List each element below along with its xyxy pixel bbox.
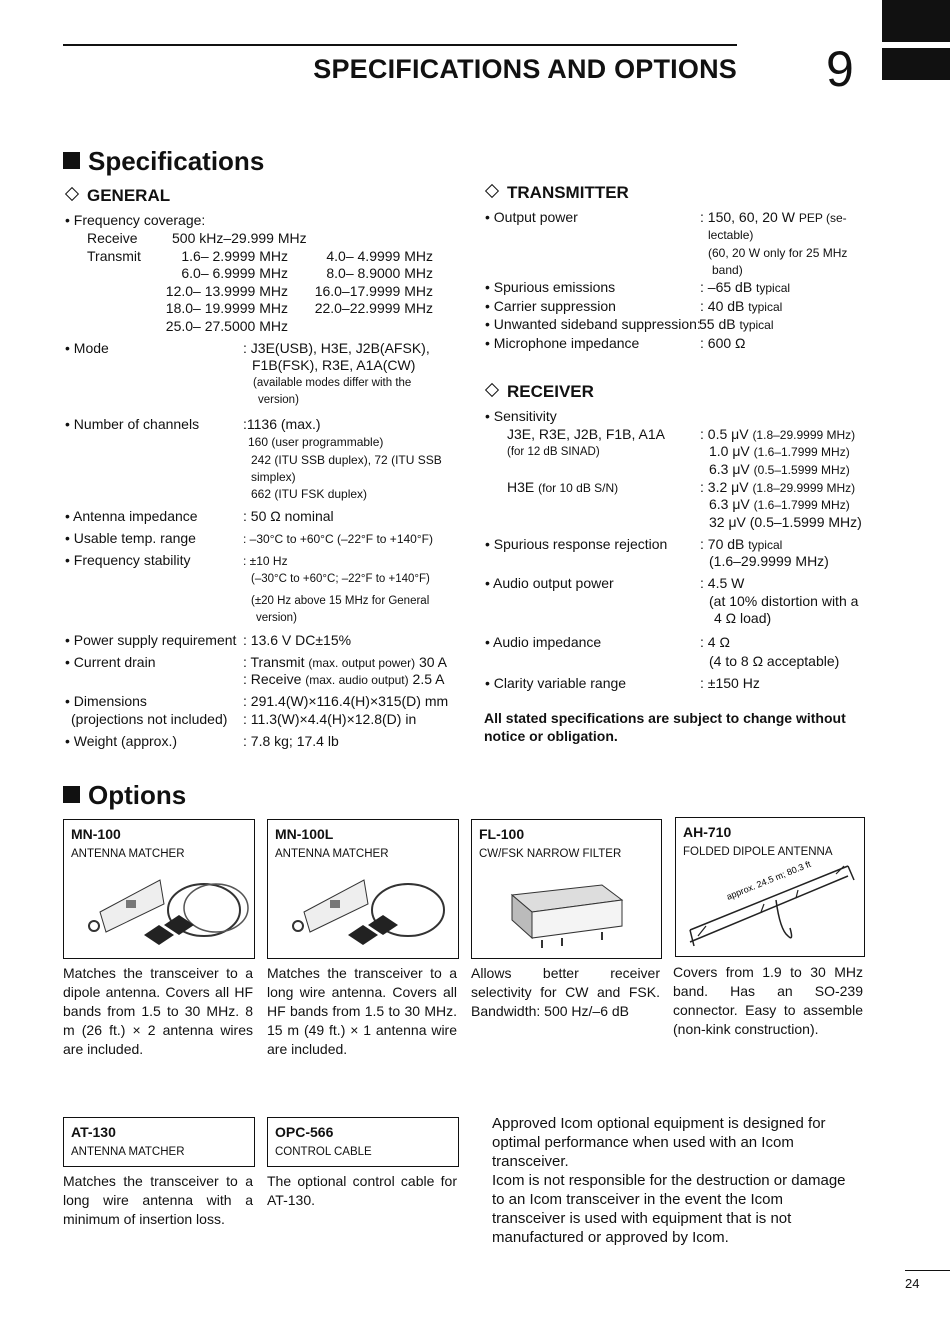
dimensions-value-mm: : 291.4(W)×116.4(H)×315(D) mm [243, 693, 449, 709]
transmit-range: 1.6– 2.9999 MHz [181, 248, 288, 264]
audio-impedance-value: : 4 Ω [700, 634, 730, 650]
option-type: CW/FSK NARROW FILTER [479, 848, 622, 860]
sensitivity-value: : 3.2 μV (1.8–29.9999 MHz) [700, 479, 856, 495]
output-power-note: (60, 20 W only for 25 MHz [708, 246, 848, 260]
option-model: AH-710 [683, 824, 732, 840]
sensitivity-value: 6.3 μV (0.5–1.5999 MHz) [709, 461, 850, 477]
temp-range-value: : –30°C to +60°C (–22°F to +140°F) [243, 532, 433, 546]
antenna-impedance-label: • Antenna impedance [65, 508, 198, 524]
sensitivity-value: 6.3 μV (1.6–1.7999 MHz) [709, 496, 850, 512]
option-description: Matches the transceiver to a dipole antenna. Covers all HF bands from 1.5 to 30 MHz. 8 m (26 ft.) × 2 antenna wires are included. [63, 965, 253, 1057]
option-type: ANTENNA MATCHER [71, 1146, 185, 1158]
option-description: Allows better receiver selectivity for CW and FSK. Bandwidth: 500 Hz/–6 dB [471, 965, 660, 1019]
dimensions-value-in: : 11.3(W)×4.4(H)×12.8(D) in [243, 711, 417, 727]
spurious-emissions-label: • Spurious emissions [485, 279, 616, 295]
mode-label: • Mode [65, 340, 109, 356]
antenna-length-label: approx. 24.5 m; 80.3 ft [725, 858, 813, 902]
stability-note: version) [256, 612, 297, 624]
spurious-rejection-label: • Spurious response rejection [485, 536, 668, 552]
page-number: 24 [905, 1276, 920, 1291]
freq-coverage-label: • Frequency coverage: [65, 212, 206, 228]
spurious-emissions-value: : –65 dB typical [700, 279, 791, 295]
audio-output-label: • Audio output power [485, 575, 614, 591]
antenna-matcher-image [268, 820, 458, 958]
chapter-tab-bottom [882, 48, 950, 80]
header-rule [63, 44, 737, 46]
diamond-icon [485, 184, 499, 198]
antenna-impedance-value: : 50 Ω nominal [243, 508, 334, 524]
options-heading: Options [63, 780, 186, 811]
sensitivity-value: 1.0 μV (1.6–1.7999 MHz) [709, 443, 850, 459]
transmit-range: 18.0– 19.9999 MHz [165, 300, 288, 316]
receive-value: 500 kHz–29.999 MHz [172, 230, 307, 246]
approval-text: Approved Icom optional equipment is designed for optimal performance when used with an Icom transceiver. [492, 1115, 826, 1170]
transmit-range: 25.0– 27.5000 MHz [165, 318, 288, 334]
channels-value: :1136 (max.) [243, 416, 321, 432]
power-supply-value: : 13.6 V DC±15% [243, 632, 352, 648]
diamond-icon [65, 187, 79, 201]
option-model: FL-100 [479, 826, 525, 842]
antenna-matcher-image [64, 820, 254, 958]
transmitter-heading: TRANSMITTER [483, 183, 629, 203]
transmit-range: 4.0– 4.9999 MHz [326, 248, 433, 264]
square-bullet-icon [63, 152, 80, 169]
liability-text: Icom is not responsible for the destruction or damage to an Icom transceiver in the event the Icom transceiver is used with equipment that is not manufactured or approved by Icom. [492, 1172, 846, 1246]
current-drain-label: • Current drain [65, 654, 156, 670]
general-heading: GENERAL [63, 186, 170, 206]
sensitivity-label: • Sensitivity [485, 408, 557, 424]
clarity-range-label: • Clarity variable range [485, 675, 627, 691]
channels-label: • Number of channels [65, 416, 200, 432]
channels-note: 662 (ITU FSK duplex) [251, 487, 368, 501]
transmit-range: 6.0– 6.9999 MHz [181, 265, 288, 281]
option-card-mn-100 [63, 819, 255, 959]
current-drain-receive: : Receive (max. audio output) 2.5 A [243, 671, 445, 687]
option-model: MN-100L [275, 826, 334, 842]
option-description: The optional control cable for AT-130. [267, 1173, 457, 1208]
dimensions-note: (projections not included) [71, 711, 228, 727]
option-card-fl-100 [471, 819, 662, 959]
audio-impedance-label: • Audio impedance [485, 634, 602, 650]
option-model: MN-100 [71, 826, 121, 842]
weight-value: : 7.8 kg; 17.4 lb [243, 733, 339, 749]
specifications-heading: Specifications [63, 146, 264, 177]
mode-value: F1B(FSK), R3E, A1A(CW) [252, 357, 416, 373]
stability-note: (±20 Hz above 15 MHz for General [251, 595, 430, 607]
option-model: OPC-566 [275, 1124, 334, 1140]
clarity-range-value: : ±150 Hz [700, 675, 760, 691]
option-type: ANTENNA MATCHER [275, 848, 389, 860]
sideband-suppression-value: 55 dB typical [699, 316, 774, 332]
option-model: AT-130 [71, 1124, 116, 1140]
chapter-tab-top [882, 0, 950, 42]
sensitivity-value: : 0.5 μV (1.8–29.9999 MHz) [700, 426, 856, 442]
option-type: FOLDED DIPOLE ANTENNA [683, 846, 833, 858]
spec-notice: All stated specifications are subject to change without [484, 710, 846, 726]
square-bullet-icon [63, 786, 80, 803]
channels-note: 242 (ITU SSB duplex), 72 (ITU SSB [251, 453, 442, 467]
mode-note: version) [258, 394, 299, 406]
mode-value: : J3E(USB), H3E, J2B(AFSK), [243, 340, 430, 356]
output-power-label: • Output power [485, 209, 578, 225]
power-supply-label: • Power supply requirement [65, 632, 237, 648]
stability-value: : ±10 Hz [243, 554, 288, 568]
channels-note: 160 (user programmable) [248, 435, 384, 449]
option-card-ah-710 [675, 817, 865, 957]
option-description: Matches the transceiver to a long wire antenna with a minimum of insertion loss. [63, 1173, 253, 1227]
weight-label: • Weight (approx.) [65, 733, 178, 749]
receive-label: Receive [87, 230, 138, 246]
option-description: Covers from 1.9 to 30 MHz band. Has an SO-239 connector. Easy to assemble (non-kink construction). [673, 964, 863, 1037]
option-description: Matches the transceiver to a long wire antenna. Covers all HF bands from 1.5 to 30 MHz. 15 m (49 ft.) × 1 antenna wire are included. [267, 965, 457, 1057]
option-type: CONTROL CABLE [275, 1146, 372, 1158]
sensitivity-modes: H3E (for 10 dB S/N) [507, 479, 619, 495]
option-card-at-130 [63, 1117, 255, 1167]
audio-output-note: 4 Ω load) [714, 610, 772, 626]
current-drain-transmit: : Transmit (max. output power) 30 A [243, 654, 447, 670]
filter-image [472, 820, 661, 958]
transmit-range: 16.0–17.9999 MHz [314, 283, 433, 299]
sideband-suppression-label: • Unwanted sideband suppression: [485, 316, 701, 332]
channels-note: simplex) [251, 470, 296, 484]
output-power-value: : 150, 60, 20 W PEP (se- [700, 209, 847, 225]
spurious-rejection-note: (1.6–29.9999 MHz) [709, 553, 829, 569]
sensitivity-modes: J3E, R3E, J2B, F1B, A1A [507, 426, 665, 442]
transmit-range: 8.0– 8.9000 MHz [326, 265, 433, 281]
transmit-label: Transmit [87, 248, 141, 264]
sensitivity-modes-note: (for 12 dB SINAD) [507, 446, 600, 458]
spurious-rejection-value: : 70 dB typical [700, 536, 783, 552]
mic-impedance-label: • Microphone impedance [485, 335, 640, 351]
sensitivity-value: 32 μV (0.5–1.5999 MHz) [709, 514, 862, 530]
receiver-heading: RECEIVER [483, 382, 594, 402]
transmit-range: 22.0–22.9999 MHz [314, 300, 433, 316]
temp-range-label: • Usable temp. range [65, 530, 196, 546]
option-card-opc-566 [267, 1117, 459, 1167]
mode-note: (available modes differ with the [253, 377, 412, 389]
audio-impedance-note: (4 to 8 Ω acceptable) [709, 653, 840, 669]
option-type: ANTENNA MATCHER [71, 848, 185, 860]
page-title: SPECIFICATIONS AND OPTIONS [313, 54, 737, 84]
audio-output-note: (at 10% distortion with a [709, 593, 859, 609]
option-card-mn-100l [267, 819, 459, 959]
mic-impedance-value: : 600 Ω [700, 335, 746, 351]
stability-label: • Frequency stability [65, 552, 191, 568]
stability-note: (–30°C to +60°C; –22°F to +140°F) [251, 573, 430, 585]
dipole-antenna-diagram [676, 818, 864, 956]
carrier-suppression-label: • Carrier suppression [485, 298, 616, 314]
dimensions-label: • Dimensions [65, 693, 147, 709]
transmit-range: 12.0– 13.9999 MHz [165, 283, 288, 299]
output-power-note: band) [712, 263, 743, 277]
output-power-note: lectable) [708, 228, 754, 242]
spec-notice: notice or obligation. [484, 728, 618, 744]
footer-rule [905, 1270, 950, 1271]
diamond-icon [485, 383, 499, 397]
audio-output-value: : 4.5 W [700, 575, 745, 591]
carrier-suppression-value: : 40 dB typical [700, 298, 783, 314]
chapter-number: 9 [826, 41, 854, 97]
